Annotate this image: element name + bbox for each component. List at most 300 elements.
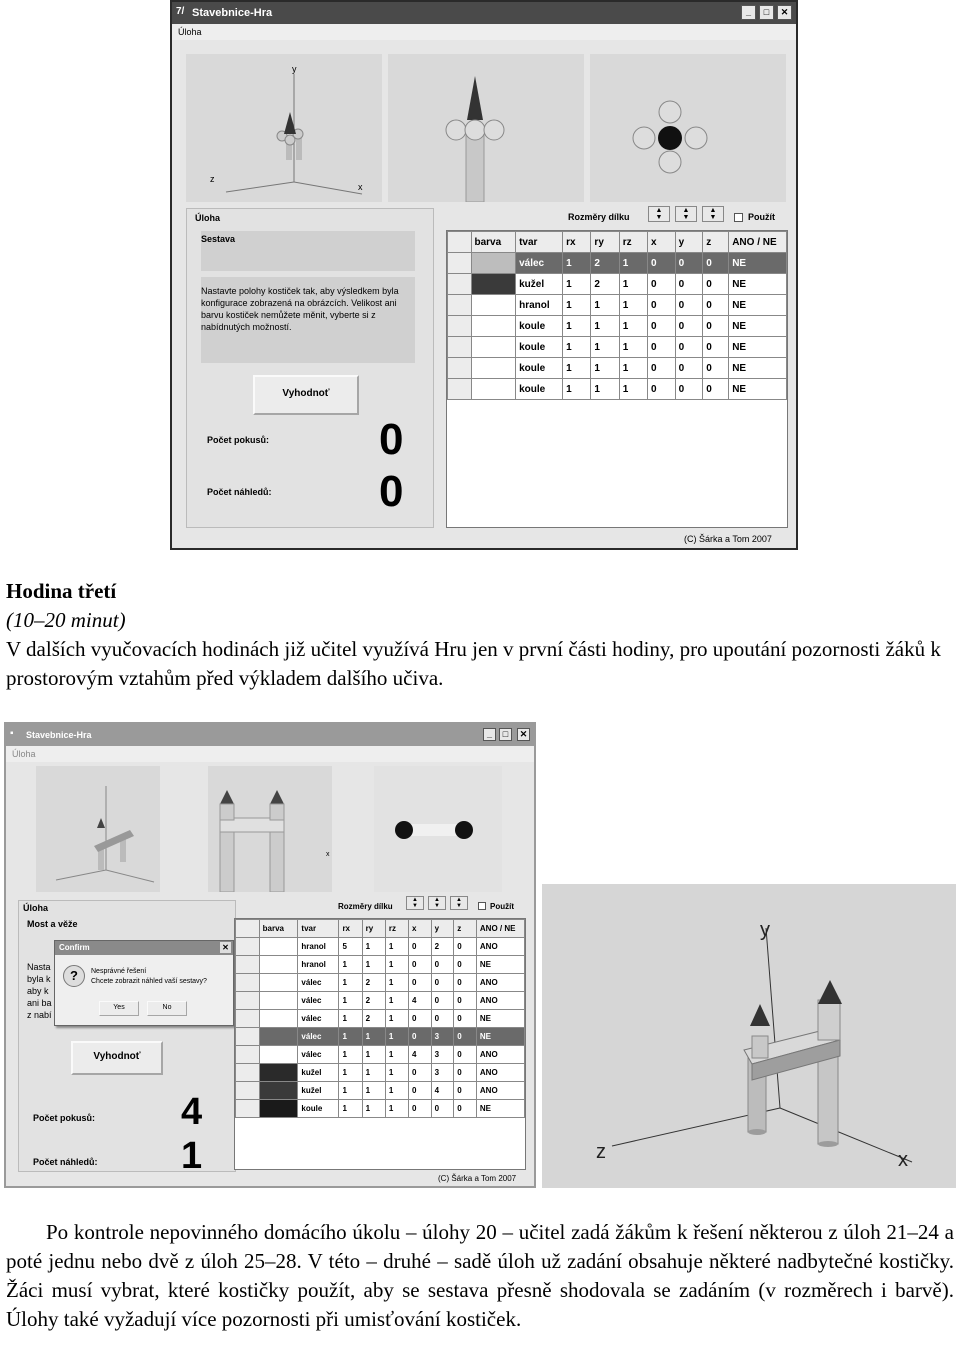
table-row[interactable] [236, 938, 525, 956]
menu-bar [6, 746, 534, 762]
row-selector[interactable] [236, 1046, 260, 1064]
view-top[interactable] [374, 766, 502, 892]
table-cell[interactable]: 1 [619, 379, 647, 400]
confirm-message [91, 967, 207, 987]
table-cell[interactable]: 1 [385, 1082, 408, 1100]
pieces-table [447, 231, 787, 400]
table-cell[interactable]: 1 [563, 274, 591, 295]
table-row[interactable] [236, 1100, 525, 1118]
table-cell[interactable] [259, 992, 298, 1010]
table-cell[interactable]: ANO [476, 1082, 524, 1100]
table-cell[interactable]: 0 [454, 1082, 477, 1100]
attempts-value: 0 [379, 415, 404, 464]
table-cell[interactable]: koule [516, 337, 563, 358]
use-label: Použít [748, 212, 775, 222]
row-selector[interactable] [236, 956, 260, 974]
table-cell[interactable]: 0 [648, 337, 676, 358]
table-cell[interactable]: NE [729, 274, 787, 295]
task-name: Most a věže [27, 919, 78, 929]
table-cell[interactable]: 4 [409, 992, 432, 1010]
menu-item-uloha[interactable]: Úloha [178, 27, 202, 37]
table-cell[interactable]: 1 [385, 1046, 408, 1064]
table-cell[interactable]: 2 [431, 938, 454, 956]
table-cell[interactable]: 1 [563, 295, 591, 316]
window-title: Stavebnice-Hra [26, 730, 92, 740]
table-cell[interactable]: 0 [409, 938, 432, 956]
use-checkbox[interactable] [478, 902, 486, 910]
table-cell[interactable]: 2 [591, 253, 619, 274]
row-selector[interactable] [448, 337, 472, 358]
task-panel [186, 208, 434, 528]
table-cell[interactable]: NE [729, 295, 787, 316]
spinner-ry[interactable]: ▲ ▼ [428, 896, 446, 910]
confirm-line-2: Chcete zobrazit náhled vaší sestavy? [91, 978, 207, 985]
table-cell[interactable]: 1 [619, 316, 647, 337]
copyright: (C) Šárka a Tom 2007 [438, 1174, 517, 1183]
evaluate-button[interactable]: Vyhodnoť [71, 1041, 163, 1075]
table-cell[interactable]: hranol [298, 938, 339, 956]
confirm-title: Confirm [59, 943, 90, 952]
table-cell[interactable]: ANO [476, 938, 524, 956]
copyright: (C) Šárka a Tom 2007 [684, 534, 772, 544]
table-row[interactable] [236, 974, 525, 992]
spinner-ry[interactable]: ▲ ▼ [675, 206, 697, 222]
table-cell[interactable]: 1 [619, 358, 647, 379]
table-cell[interactable]: 0 [454, 974, 477, 992]
pieces-grid[interactable] [234, 918, 526, 1170]
table-cell[interactable]: 0 [431, 992, 454, 1010]
app-window-2 [4, 722, 536, 1188]
perspective-render [186, 54, 382, 202]
table-cell[interactable]: hranol [298, 956, 339, 974]
table-cell[interactable]: 0 [648, 274, 676, 295]
table-cell[interactable]: 1 [591, 337, 619, 358]
close-button[interactable]: ✕ [517, 728, 530, 741]
table-cell[interactable]: válec [298, 1028, 339, 1046]
column-header[interactable]: y [431, 920, 454, 938]
view-perspective[interactable] [36, 766, 160, 892]
evaluate-button[interactable]: Vyhodnoť [253, 375, 359, 415]
row-selector[interactable] [236, 974, 260, 992]
table-row[interactable] [236, 1028, 525, 1046]
table-cell[interactable]: 5 [339, 938, 362, 956]
confirm-close-icon[interactable]: ✕ [220, 942, 231, 953]
table-cell[interactable]: 0 [409, 1100, 432, 1118]
table-cell[interactable]: 1 [385, 938, 408, 956]
table-cell[interactable]: NE [476, 1028, 524, 1046]
table-row[interactable] [236, 1082, 525, 1100]
row-selector[interactable] [236, 1028, 260, 1046]
instructions-line: ani ba [27, 998, 52, 1008]
table-cell[interactable]: 0 [648, 295, 676, 316]
column-header[interactable]: tvar [298, 920, 339, 938]
table-cell[interactable]: kužel [516, 274, 563, 295]
view-front[interactable] [388, 54, 584, 202]
table-cell[interactable]: 0 [703, 337, 729, 358]
table-cell[interactable]: 0 [454, 1046, 477, 1064]
attempts-label: Počet pokusů: [33, 1113, 96, 1123]
table-cell[interactable]: 0 [648, 316, 676, 337]
scene-render-svg [542, 884, 956, 1188]
menu-bar [172, 24, 796, 40]
axis-x-label: x [898, 1149, 908, 1171]
column-header[interactable]: ry [591, 232, 619, 253]
table-cell[interactable]: 1 [362, 938, 385, 956]
task-label: Úloha [195, 213, 221, 223]
view-perspective[interactable] [186, 54, 382, 202]
section-subheading: (10–20 minut) [6, 608, 126, 632]
table-cell[interactable]: NE [476, 956, 524, 974]
previews-value: 0 [379, 467, 404, 516]
table-cell[interactable]: ANO [476, 1046, 524, 1064]
column-header[interactable]: tvar [516, 232, 563, 253]
table-cell[interactable]: koule [516, 316, 563, 337]
table-header-row [236, 920, 525, 938]
table-cell[interactable]: 0 [675, 295, 703, 316]
table-cell[interactable]: 0 [409, 974, 432, 992]
table-cell[interactable]: 0 [675, 316, 703, 337]
table-cell[interactable] [259, 956, 298, 974]
table-cell[interactable]: 0 [431, 974, 454, 992]
table-row[interactable] [448, 316, 787, 337]
table-cell[interactable]: 4 [431, 1082, 454, 1100]
table-cell[interactable]: 1 [362, 1100, 385, 1118]
table-cell[interactable] [259, 974, 298, 992]
table-cell[interactable]: 0 [675, 379, 703, 400]
table-cell[interactable] [259, 1010, 298, 1028]
title-bar[interactable] [172, 2, 796, 24]
table-cell[interactable]: 2 [362, 1010, 385, 1028]
table-cell[interactable]: 1 [385, 992, 408, 1010]
table-cell[interactable]: 1 [563, 337, 591, 358]
table-cell[interactable]: 1 [591, 358, 619, 379]
table-cell[interactable]: válec [298, 974, 339, 992]
row-selector[interactable] [448, 253, 472, 274]
attempts-label: Počet pokusů: [207, 435, 270, 445]
table-cell[interactable]: 0 [454, 1064, 477, 1082]
column-header[interactable]: ANO / NE [476, 920, 524, 938]
front-render [208, 766, 332, 892]
paragraph-1: V dalších vyučovacích hodinách již učitel využívá Hru jen v první části hodiny, pro upoutání pozornosti žáků k prostorovým vztahům před výkladem dalšího učiva. [6, 637, 941, 690]
question-icon: ? [63, 965, 85, 987]
table-cell[interactable] [471, 379, 516, 400]
confirm-line-1: Nesprávné řešení [91, 968, 147, 975]
spinner-rz[interactable]: ▲ ▼ [450, 896, 468, 910]
section-heading: Hodina třetí [6, 579, 117, 603]
table-cell[interactable]: NE [729, 337, 787, 358]
axis-z-label: z [210, 174, 215, 184]
view-front[interactable] [208, 766, 332, 892]
column-header[interactable]: barva [471, 232, 516, 253]
row-selector[interactable] [236, 1100, 260, 1118]
dims-label: Rozměry dílku [568, 212, 630, 222]
table-cell[interactable]: 3 [431, 1064, 454, 1082]
row-selector[interactable] [236, 992, 260, 1010]
table-cell[interactable] [259, 1028, 298, 1046]
table-cell[interactable]: koule [298, 1100, 339, 1118]
maximize-button[interactable]: □ [499, 728, 512, 741]
axis-y-label: y [292, 64, 297, 74]
row-selector[interactable] [236, 1064, 260, 1082]
yes-button[interactable]: Yes [99, 1001, 139, 1016]
table-cell[interactable]: 1 [385, 1010, 408, 1028]
table-cell[interactable]: 1 [362, 1082, 385, 1100]
table-cell[interactable] [471, 358, 516, 379]
table-cell[interactable]: 1 [339, 1028, 362, 1046]
table-cell[interactable] [471, 295, 516, 316]
table-cell[interactable]: 1 [591, 295, 619, 316]
table-cell[interactable] [259, 1064, 298, 1082]
task-name: Sestava [201, 234, 236, 244]
previews-label: Počet náhledů: [33, 1157, 98, 1167]
table-header-row [448, 232, 787, 253]
table-cell[interactable]: 2 [591, 274, 619, 295]
column-header[interactable]: rz [385, 920, 408, 938]
table-cell[interactable]: válec [298, 992, 339, 1010]
table-cell[interactable]: 0 [648, 379, 676, 400]
table-cell[interactable]: 0 [703, 274, 729, 295]
table-cell[interactable]: 0 [675, 337, 703, 358]
column-header[interactable]: y [675, 232, 703, 253]
app-window-1 [170, 0, 798, 550]
pieces-grid[interactable] [446, 230, 788, 528]
perspective-render [36, 766, 160, 892]
instructions-line: z nabí [27, 1010, 52, 1020]
row-selector[interactable] [448, 316, 472, 337]
table-cell[interactable]: 1 [362, 1064, 385, 1082]
table-cell[interactable]: 1 [563, 316, 591, 337]
dims-label: Rozměry dílku [338, 902, 393, 911]
table-cell[interactable]: 2 [362, 974, 385, 992]
top-render [374, 766, 502, 892]
axis-x-label: x [358, 182, 363, 192]
table-cell[interactable]: 0 [703, 295, 729, 316]
table-cell[interactable]: 1 [339, 956, 362, 974]
table-cell[interactable]: 1 [362, 956, 385, 974]
table-cell[interactable]: 1 [385, 1064, 408, 1082]
table-cell[interactable]: 0 [675, 358, 703, 379]
table-cell[interactable]: 1 [619, 274, 647, 295]
table-cell[interactable] [259, 1100, 298, 1118]
app-logo-icon: ▪ [10, 728, 14, 739]
table-cell[interactable]: válec [516, 253, 563, 274]
scene-render [542, 884, 956, 1188]
table-row[interactable] [236, 1046, 525, 1064]
column-header[interactable]: barva [259, 920, 298, 938]
row-selector[interactable] [236, 1010, 260, 1028]
column-header[interactable]: rz [619, 232, 647, 253]
table-cell[interactable]: 0 [675, 274, 703, 295]
table-cell[interactable]: 1 [339, 1100, 362, 1118]
table-cell[interactable]: koule [516, 358, 563, 379]
table-cell[interactable]: 1 [563, 379, 591, 400]
table-cell[interactable]: 1 [563, 253, 591, 274]
table-cell[interactable]: 0 [703, 316, 729, 337]
column-header[interactable]: z [454, 920, 477, 938]
row-selector[interactable] [448, 274, 472, 295]
task-name-box [201, 231, 415, 271]
table-cell[interactable]: NE [729, 316, 787, 337]
table-cell[interactable]: 0 [454, 1010, 477, 1028]
table-cell[interactable]: 1 [385, 974, 408, 992]
table-cell[interactable]: 0 [431, 956, 454, 974]
paragraph-2: Po kontrole nepovinného domácího úkolu – úlohy 20 – učitel zadá žákům k řešení některou z úloh 21–24 a poté jednu nebo dvě z úloh 25–28. V této – druhé – sadě úloh už zadání obsahuje některé nadbytečné kostičky. Žáci musí vybrat, které kostičky použít, aby se sestava přesně shodovala se zadáním (v rozměrech i barvě). Úlohy také vyžadují více pozornosti při umisťování kostiček. [6, 1220, 954, 1331]
instructions-partial [27, 961, 52, 1021]
table-cell[interactable]: 1 [619, 337, 647, 358]
axis-z-label: z [596, 1141, 606, 1163]
table-cell[interactable]: válec [298, 1010, 339, 1028]
row-selector-header [448, 232, 472, 253]
table-cell[interactable]: 0 [675, 253, 703, 274]
table-cell[interactable] [471, 316, 516, 337]
table-cell[interactable]: NE [729, 253, 787, 274]
table-cell[interactable]: NE [729, 358, 787, 379]
table-cell[interactable] [471, 274, 516, 295]
axis-x-label: x [326, 851, 330, 858]
table-cell[interactable]: kužel [298, 1082, 339, 1100]
table-row[interactable] [236, 1064, 525, 1082]
table-cell[interactable]: NE [729, 379, 787, 400]
front-render [388, 54, 584, 202]
table-cell[interactable]: 0 [454, 1028, 477, 1046]
app-logo-icon: 7/ [176, 6, 185, 17]
column-header[interactable]: rx [339, 920, 362, 938]
no-button[interactable]: No [147, 1001, 187, 1016]
previews-label: Počet náhledů: [207, 487, 272, 497]
confirm-title-bar[interactable] [55, 941, 233, 955]
row-selector[interactable] [448, 358, 472, 379]
menu-item-uloha[interactable]: Úloha [12, 749, 36, 759]
table-cell[interactable]: 0 [409, 956, 432, 974]
close-button[interactable]: ✕ [777, 5, 792, 20]
window-title: Stavebnice-Hra [192, 7, 273, 19]
table-cell[interactable]: ANO [476, 974, 524, 992]
spinner-rx[interactable]: ▲ ▼ [648, 206, 670, 222]
table-row[interactable] [236, 992, 525, 1010]
table-cell[interactable]: 0 [648, 253, 676, 274]
column-header[interactable]: rx [563, 232, 591, 253]
table-cell[interactable]: NE [476, 1010, 524, 1028]
table-row[interactable] [448, 358, 787, 379]
table-cell[interactable]: 1 [619, 295, 647, 316]
table-cell[interactable]: 3 [431, 1046, 454, 1064]
table-cell[interactable]: 0 [703, 253, 729, 274]
table-cell[interactable]: 1 [591, 379, 619, 400]
table-cell[interactable]: 0 [703, 379, 729, 400]
table-cell[interactable]: 0 [431, 1010, 454, 1028]
table-cell[interactable]: 0 [454, 1100, 477, 1118]
maximize-button[interactable]: □ [759, 5, 774, 20]
spinner-rx[interactable]: ▲ ▼ [406, 896, 424, 910]
table-cell[interactable]: 0 [454, 992, 477, 1010]
table-cell[interactable]: 2 [362, 992, 385, 1010]
table-cell[interactable]: 0 [454, 956, 477, 974]
row-selector[interactable] [236, 1082, 260, 1100]
previews-value: 1 [181, 1135, 203, 1177]
table-cell[interactable]: 1 [339, 992, 362, 1010]
column-header[interactable]: x [648, 232, 676, 253]
table-cell[interactable]: 1 [619, 253, 647, 274]
table-cell[interactable]: 0 [409, 1010, 432, 1028]
table-row[interactable] [448, 253, 787, 274]
table-row[interactable] [448, 337, 787, 358]
row-selector-header [236, 920, 260, 938]
attempts-value: 4 [181, 1091, 203, 1133]
table-cell[interactable]: 0 [454, 938, 477, 956]
table-row[interactable] [448, 379, 787, 400]
table-cell[interactable]: 1 [362, 1028, 385, 1046]
table-row[interactable] [448, 295, 787, 316]
use-label: Použít [490, 902, 514, 911]
axis-y-label: y [760, 919, 770, 941]
table-cell[interactable]: 1 [339, 974, 362, 992]
table-cell[interactable]: ANO [476, 992, 524, 1010]
table-cell[interactable]: 1 [339, 1064, 362, 1082]
table-cell[interactable]: 1 [339, 1082, 362, 1100]
table-cell[interactable]: 4 [409, 1046, 432, 1064]
row-selector[interactable] [448, 295, 472, 316]
column-header[interactable]: x [409, 920, 432, 938]
table-cell[interactable]: válec [298, 1046, 339, 1064]
table-cell[interactable]: ANO [476, 1064, 524, 1082]
table-cell[interactable]: 0 [409, 1082, 432, 1100]
table-cell[interactable]: 1 [563, 358, 591, 379]
table-cell[interactable]: 1 [385, 956, 408, 974]
table-cell[interactable]: 0 [409, 1064, 432, 1082]
table-cell[interactable] [259, 1082, 298, 1100]
table-cell[interactable]: kužel [298, 1064, 339, 1082]
column-header[interactable]: ry [362, 920, 385, 938]
table-cell[interactable] [471, 337, 516, 358]
table-cell[interactable]: 0 [703, 358, 729, 379]
table-cell[interactable]: 1 [339, 1010, 362, 1028]
table-cell[interactable]: 1 [385, 1100, 408, 1118]
table-cell[interactable]: 1 [385, 1028, 408, 1046]
instructions-line: aby k [27, 986, 49, 996]
table-cell[interactable]: 1 [591, 316, 619, 337]
table-cell[interactable]: NE [476, 1100, 524, 1118]
column-header[interactable]: ANO / NE [729, 232, 787, 253]
confirm-dialog [54, 940, 234, 1026]
row-selector[interactable] [448, 379, 472, 400]
top-render [590, 54, 786, 202]
minimize-button[interactable]: _ [483, 728, 496, 741]
use-checkbox[interactable] [734, 213, 743, 222]
table-cell[interactable] [471, 253, 516, 274]
table-row[interactable] [236, 1010, 525, 1028]
table-cell[interactable]: 1 [339, 1046, 362, 1064]
table-cell[interactable] [259, 938, 298, 956]
table-cell[interactable]: 3 [431, 1028, 454, 1046]
table-cell[interactable]: hranol [516, 295, 563, 316]
table-cell[interactable]: koule [516, 379, 563, 400]
table-cell[interactable]: 0 [648, 358, 676, 379]
spinner-rz[interactable]: ▲ ▼ [702, 206, 724, 222]
view-top[interactable] [590, 54, 786, 202]
table-row[interactable] [448, 274, 787, 295]
instructions-box [201, 277, 415, 363]
table-cell[interactable] [259, 1046, 298, 1064]
title-bar[interactable] [6, 724, 534, 746]
row-selector[interactable] [236, 938, 260, 956]
table-row[interactable] [236, 956, 525, 974]
table-cell[interactable]: 0 [409, 1028, 432, 1046]
instructions-line: Nasta [27, 962, 51, 972]
table-cell[interactable]: 0 [431, 1100, 454, 1118]
column-header[interactable]: z [703, 232, 729, 253]
minimize-button[interactable]: _ [741, 5, 756, 20]
table-cell[interactable]: 1 [362, 1046, 385, 1064]
